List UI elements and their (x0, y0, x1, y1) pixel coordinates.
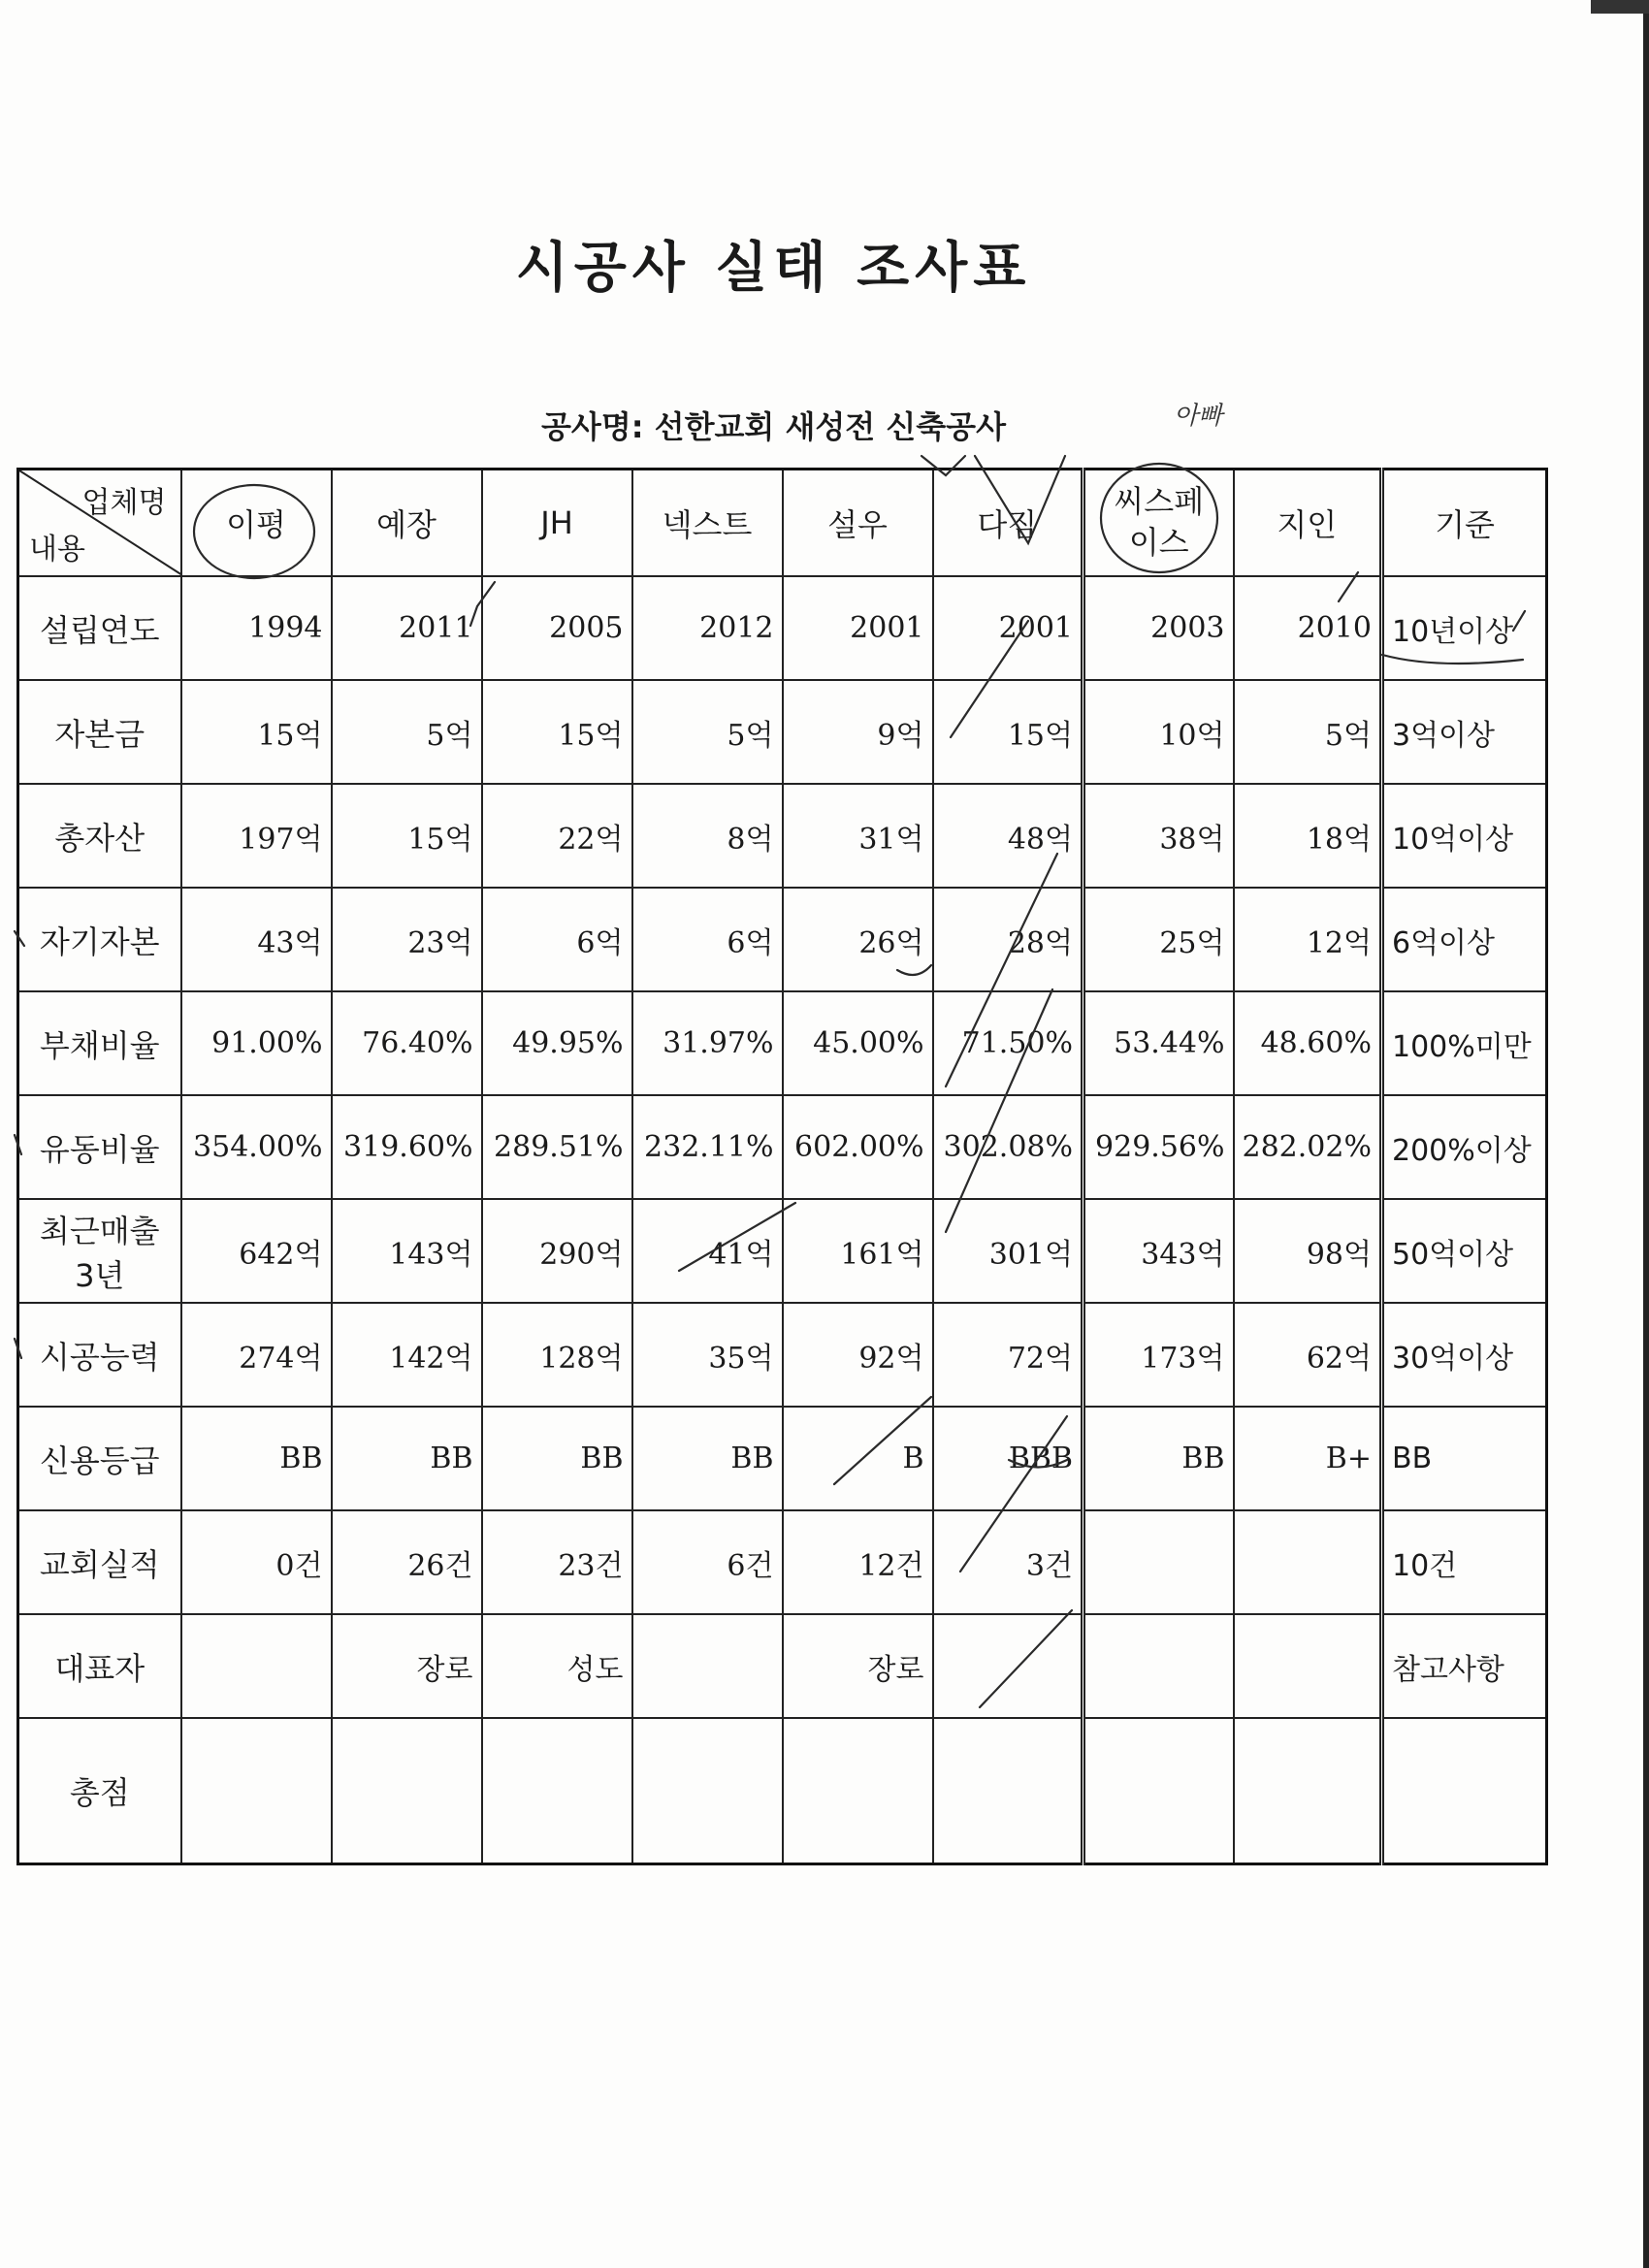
value-cell: 72억 (933, 1303, 1083, 1407)
table-row (18, 888, 1547, 991)
row-label: 자본금 (18, 680, 181, 784)
value-cell: BB (1083, 1407, 1234, 1510)
value-cell (1234, 1510, 1382, 1614)
survey-table (16, 468, 1548, 1865)
value-cell: 161억 (783, 1199, 933, 1303)
table-row (18, 784, 1547, 888)
row-label: 시공능력 (18, 1303, 181, 1407)
criterion-cell: 참고사항 (1381, 1614, 1546, 1718)
row-label: 총점 (18, 1718, 181, 1863)
value-cell (632, 1614, 783, 1718)
value-cell: 31.97% (632, 991, 783, 1095)
value-cell (181, 1614, 332, 1718)
value-cell: 6건 (632, 1510, 783, 1614)
value-cell: 290억 (482, 1199, 632, 1303)
value-cell: 장로 (332, 1614, 482, 1718)
value-cell: 6억 (632, 888, 783, 991)
company-header: 다짐 (933, 470, 1083, 577)
table-row (18, 1510, 1547, 1614)
value-cell: 91.00% (181, 991, 332, 1095)
value-cell: 26건 (332, 1510, 482, 1614)
criterion-cell: 10건 (1381, 1510, 1546, 1614)
row-label: 교회실적 (18, 1510, 181, 1614)
criterion-cell (1381, 1718, 1546, 1863)
corner-top-label: 업체명 (81, 486, 167, 520)
value-cell: 48억 (933, 784, 1083, 888)
table-row (18, 1095, 1547, 1199)
value-cell: 49.95% (482, 991, 632, 1095)
value-cell: 9억 (783, 680, 933, 784)
value-cell (181, 1718, 332, 1863)
value-cell: 197억 (181, 784, 332, 888)
value-cell: 929.56% (1083, 1095, 1234, 1199)
value-cell: 28억 (933, 888, 1083, 991)
value-cell (482, 1718, 632, 1863)
value-cell: 143억 (332, 1199, 482, 1303)
row-label: 총자산 (18, 784, 181, 888)
value-cell: 6억 (482, 888, 632, 991)
value-cell: 15억 (482, 680, 632, 784)
criterion-cell: 6억이상 (1381, 888, 1546, 991)
table-row (18, 1718, 1547, 1863)
table-row (18, 991, 1547, 1095)
table-row (18, 1199, 1547, 1303)
value-cell: BB (332, 1407, 482, 1510)
value-cell: 26억 (783, 888, 933, 991)
value-cell: BB (632, 1407, 783, 1510)
criterion-cell: 30억이상 (1381, 1303, 1546, 1407)
value-cell (1234, 1718, 1382, 1863)
value-cell: 319.60% (332, 1095, 482, 1199)
value-cell: 38억 (1083, 784, 1234, 888)
value-cell: 22억 (482, 784, 632, 888)
scan-edge (1643, 0, 1649, 2268)
value-cell: 2010 (1234, 576, 1382, 680)
value-cell (933, 1614, 1083, 1718)
value-cell: 45.00% (783, 991, 933, 1095)
table-row (18, 1407, 1547, 1510)
value-cell: 1994 (181, 576, 332, 680)
value-cell (1234, 1614, 1382, 1718)
table-row (18, 1614, 1547, 1718)
value-cell: 15억 (332, 784, 482, 888)
value-cell: 15억 (181, 680, 332, 784)
value-cell (1083, 1510, 1234, 1614)
company-header: 이평 (181, 470, 332, 577)
criteria-header: 기준 (1381, 470, 1546, 577)
table-row (18, 1303, 1547, 1407)
row-label: 유동비율 (18, 1095, 181, 1199)
value-cell: BB (482, 1407, 632, 1510)
company-header: 넥스트 (632, 470, 783, 577)
table-row (18, 680, 1547, 784)
value-cell: 10억 (1083, 680, 1234, 784)
row-label: 신용등급 (18, 1407, 181, 1510)
handwritten-note: 아빠 (1174, 402, 1223, 431)
company-header: JH (482, 470, 632, 577)
value-cell: 602.00% (783, 1095, 933, 1199)
value-cell: 35억 (632, 1303, 783, 1407)
corner-bottom-label: 내용 (29, 533, 85, 567)
company-header: 예장 (332, 470, 482, 577)
value-cell: 12억 (1234, 888, 1382, 991)
criterion-cell: BB (1381, 1407, 1546, 1510)
value-cell: 18억 (1234, 784, 1382, 888)
header-row (18, 470, 1547, 577)
value-cell: 23억 (332, 888, 482, 991)
row-label: 자기자본 (18, 888, 181, 991)
criterion-cell: 100%미만 (1381, 991, 1546, 1095)
value-cell: 2011 (332, 576, 482, 680)
value-cell: 5억 (632, 680, 783, 784)
value-cell: 289.51% (482, 1095, 632, 1199)
company-header: 씨스페 이스 (1083, 470, 1234, 577)
value-cell: 23건 (482, 1510, 632, 1614)
value-cell: BB (181, 1407, 332, 1510)
criterion-cell: 200%이상 (1381, 1095, 1546, 1199)
row-label: 대표자 (18, 1614, 181, 1718)
value-cell: 장로 (783, 1614, 933, 1718)
value-cell (632, 1718, 783, 1863)
company-header: 지인 (1234, 470, 1382, 577)
value-cell: 48.60% (1234, 991, 1382, 1095)
value-cell (783, 1718, 933, 1863)
value-cell: 98억 (1234, 1199, 1382, 1303)
value-cell (933, 1718, 1083, 1863)
value-cell: 2005 (482, 576, 632, 680)
value-cell: 343억 (1083, 1199, 1234, 1303)
scan-edge-top (1591, 0, 1649, 14)
value-cell: 5억 (1234, 680, 1382, 784)
value-cell (1083, 1614, 1234, 1718)
table-row (18, 576, 1547, 680)
criterion-cell: 50억이상 (1381, 1199, 1546, 1303)
value-cell: 2001 (783, 576, 933, 680)
value-cell: 128억 (482, 1303, 632, 1407)
row-label: 부채비율 (18, 991, 181, 1095)
value-cell: 3건 (933, 1510, 1083, 1614)
value-cell: 274억 (181, 1303, 332, 1407)
value-cell: 25억 (1083, 888, 1234, 991)
project-name: 공사명: 선한교회 새성전 신축공사 (541, 408, 1006, 445)
row-label: 최근매출 3년 (18, 1199, 181, 1303)
value-cell: 8억 (632, 784, 783, 888)
value-cell: 282.02% (1234, 1095, 1382, 1199)
value-cell: 642억 (181, 1199, 332, 1303)
value-cell: 5억 (332, 680, 482, 784)
value-cell: 71.50% (933, 991, 1083, 1095)
document-title: 시공사 실태 조사표 (515, 237, 1032, 300)
criterion-cell: 10년이상 (1381, 576, 1546, 680)
value-cell: BBB (933, 1407, 1083, 1510)
value-cell: 0건 (181, 1510, 332, 1614)
value-cell: 232.11% (632, 1095, 783, 1199)
value-cell: 31억 (783, 784, 933, 888)
value-cell: 53.44% (1083, 991, 1234, 1095)
value-cell: 354.00% (181, 1095, 332, 1199)
value-cell: 62억 (1234, 1303, 1382, 1407)
value-cell: 12건 (783, 1510, 933, 1614)
value-cell: 92억 (783, 1303, 933, 1407)
value-cell: 76.40% (332, 991, 482, 1095)
corner-cell (18, 470, 181, 577)
value-cell (1083, 1718, 1234, 1863)
row-label: 설립연도 (18, 576, 181, 680)
value-cell: 성도 (482, 1614, 632, 1718)
value-cell: 173억 (1083, 1303, 1234, 1407)
criterion-cell: 3억이상 (1381, 680, 1546, 784)
value-cell (332, 1718, 482, 1863)
value-cell: 41억 (632, 1199, 783, 1303)
value-cell: 2012 (632, 576, 783, 680)
company-header: 설우 (783, 470, 933, 577)
value-cell: 301억 (933, 1199, 1083, 1303)
value-cell: 15억 (933, 680, 1083, 784)
value-cell: B (783, 1407, 933, 1510)
criterion-cell: 10억이상 (1381, 784, 1546, 888)
value-cell: 302.08% (933, 1095, 1083, 1199)
value-cell: 2001 (933, 576, 1083, 680)
value-cell: 43억 (181, 888, 332, 991)
value-cell: 2003 (1083, 576, 1234, 680)
value-cell: B+ (1234, 1407, 1382, 1510)
value-cell: 142억 (332, 1303, 482, 1407)
